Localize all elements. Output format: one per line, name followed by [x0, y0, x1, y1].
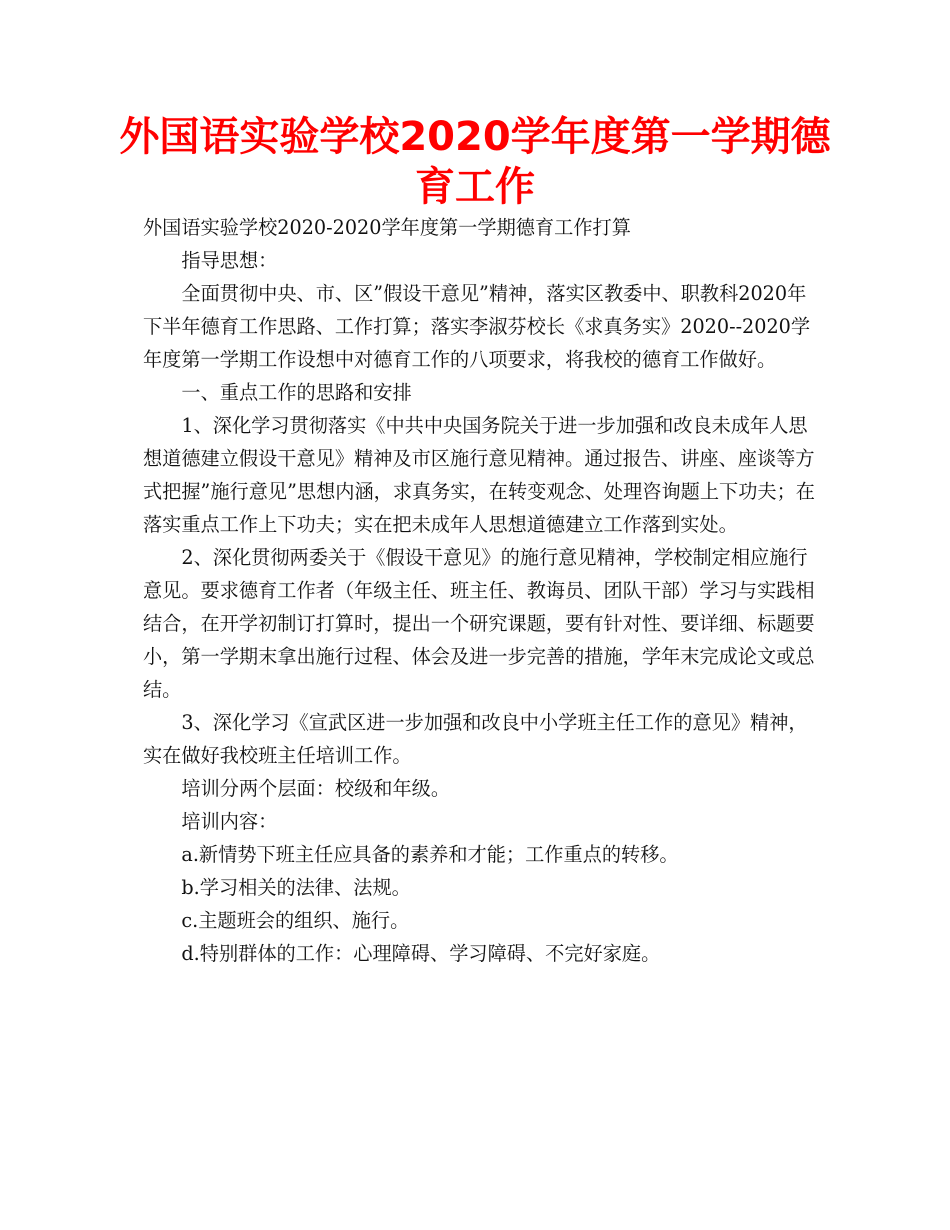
paragraph-item-3: 3、深化学习《宣武区进一步加强和改良中小学班主任工作的意见》精神，实在做好我校班主任培训工作。 — [143, 711, 808, 767]
paragraph-item-1: 1、深化学习贯彻落实《中共中央国务院关于进一步加强和改良未成年人思想道德建立假设干意见》精神及市区施行意见精神。通过报告、讲座、座谈等方式把握”施行意见”思想内涵，求真务实，在转变观念、处理咨询题上下功夫；在落实重点工作上下功夫；实在把未成年人思想道德建立工作落到实处。 — [143, 414, 815, 536]
list-item-a: a.新情势下班主任应具备的素养和才能；工作重点的转移。 — [181, 843, 679, 866]
list-item-c: c.主题班会的组织、施行。 — [181, 909, 410, 932]
list-item-b: b.学习相关的法律、法规。 — [181, 876, 411, 899]
paragraph-subtitle: 外国语实验学校2020-2020学年度第一学期德育工作打算 — [143, 216, 631, 239]
paragraph-training-levels: 培训分两个层面：校级和年级。 — [181, 777, 451, 800]
paragraph-guiding-thought: 全面贯彻中央、市、区”假设干意见”精神，落实区教委中、职教科2020年下半年德育工作思路、工作打算；落实李淑芬校长《求真务实》2020--2020学年度第一学期工作设想中对德育工作的八项要求，将我校的德育工作做好。 — [143, 282, 811, 371]
paragraph-item-2: 2、深化贯彻两委关于《假设干意见》的施行意见精神，学校制定相应施行意见。要求德育工作者（年级主任、班主任、教诲员、团队干部）学习与实践相结合，在开学初制订打算时，提出一个研究课题，要有针对性、要详细、标题要小，第一学期末拿出施行过程、体会及进一步完善的措施，学年末完成论文或总结。 — [143, 546, 815, 701]
paragraph-guiding-heading: 指导思想： — [181, 249, 278, 272]
document-title: 外国语实验学校2020学年度第一学期德育工作 — [119, 114, 831, 210]
paragraph-section-heading: 一、重点工作的思路和安排 — [181, 381, 412, 404]
paragraph-training-content: 培训内容： — [181, 810, 278, 833]
list-item-d: d.特别群体的工作：心理障碍、学习障碍、不完好家庭。 — [181, 942, 661, 965]
document-body — [143, 211, 823, 970]
